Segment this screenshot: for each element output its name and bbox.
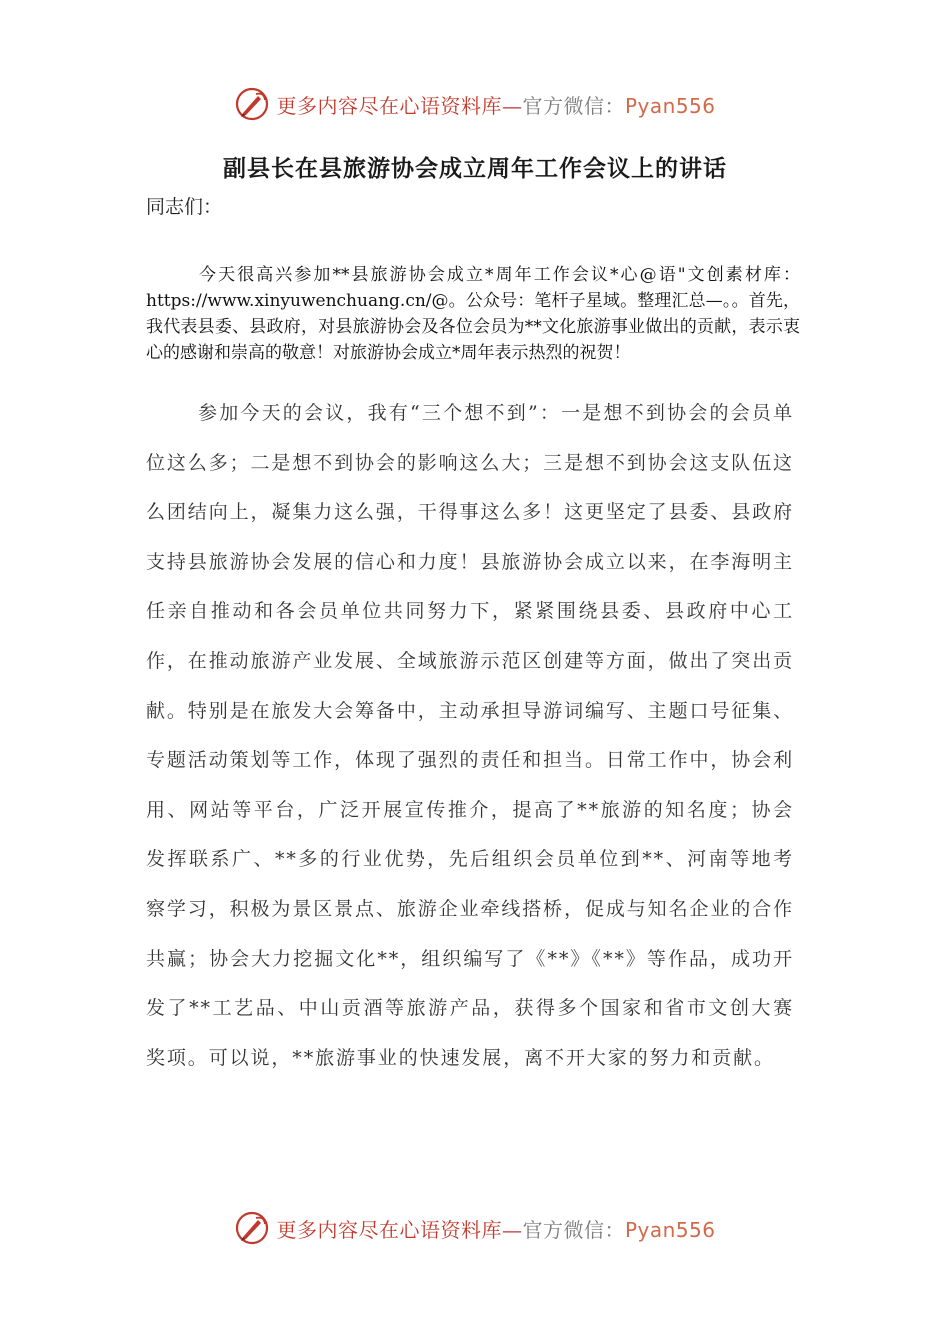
body-paragraph: 参加今天的会议，我有“三个想不到”：一是想不到协会的会员单位这么多；二是想不到协会的影响这么大；三是想不到协会这支队伍这么团结向上，凝集力这么强，干得事这么多！这更坚定了县委、县政府支持县旅游协会发展的信心和力度！县旅游协会成立以来，在李海明主任亲自推动和各会员单位共同努力下，紧紧围绕县委、县政府中心工作，在推动旅游产业发展、全域旅游示范区创建等方面，做出了突出贡献。特别是在旅发大会筹备中，主动承担导游词编写、主题口号征集、专题活动策划等工作，体现了强烈的责任和担当。日常工作中，协会利用、网站等平台，广泛开展宣传推介，提高了**旅游的知名度；协会发挥联系广、**多的行业优势，先后组织会员单位到**、河南等地考察学习，积极为景区景点、旅游企业牵线搭桥，促成与知名企业的合作共赢；协会大力挖掘文化**，组织编写了《**》《**》等作品，成功开发了**工艺品、中山贡酒等旅游产品，获得多个国家和省市文创大赛奖项。可以说，**旅游事业的快速发展，离不开大家的努力和贡献。 — [146, 402, 794, 1069]
banner-wechat-account: Pyan556 — [624, 93, 716, 118]
pen-logo-icon — [234, 86, 270, 122]
pen-logo-icon — [234, 1210, 270, 1246]
header-watermark-banner — [0, 82, 950, 126]
banner-wechat-account: Pyan556 — [624, 1217, 716, 1242]
banner-wechat-label: 官方微信： — [522, 1217, 625, 1242]
intro-paragraph: 今天很高兴参加**县旅游协会成立*周年工作会议*心@语"文创素材库：https://www.xinyuwenchuang.cn/@。公众号：笔杆子星域。整理汇总—。。首先，我代表县委、县政府，对县旅游协会及各位会员为**文化旅游事业做出的贡献，表示衷心的感谢和崇高的敬意！对旅游协会成立*周年表示热烈的祝贺！ — [146, 265, 800, 363]
banner-separator: — — [501, 93, 523, 118]
footer-watermark-banner — [0, 1206, 950, 1250]
salutation: 同志们： — [146, 196, 223, 218]
banner-wechat-label: 官方微信： — [522, 93, 625, 118]
banner-brand-text: 更多内容尽在心语资料库 — [276, 93, 502, 118]
banner-separator: — — [501, 1217, 523, 1242]
banner-brand-text: 更多内容尽在心语资料库 — [276, 1217, 502, 1242]
page-title: 副县长在县旅游协会成立周年工作会议上的讲话 — [223, 156, 727, 182]
